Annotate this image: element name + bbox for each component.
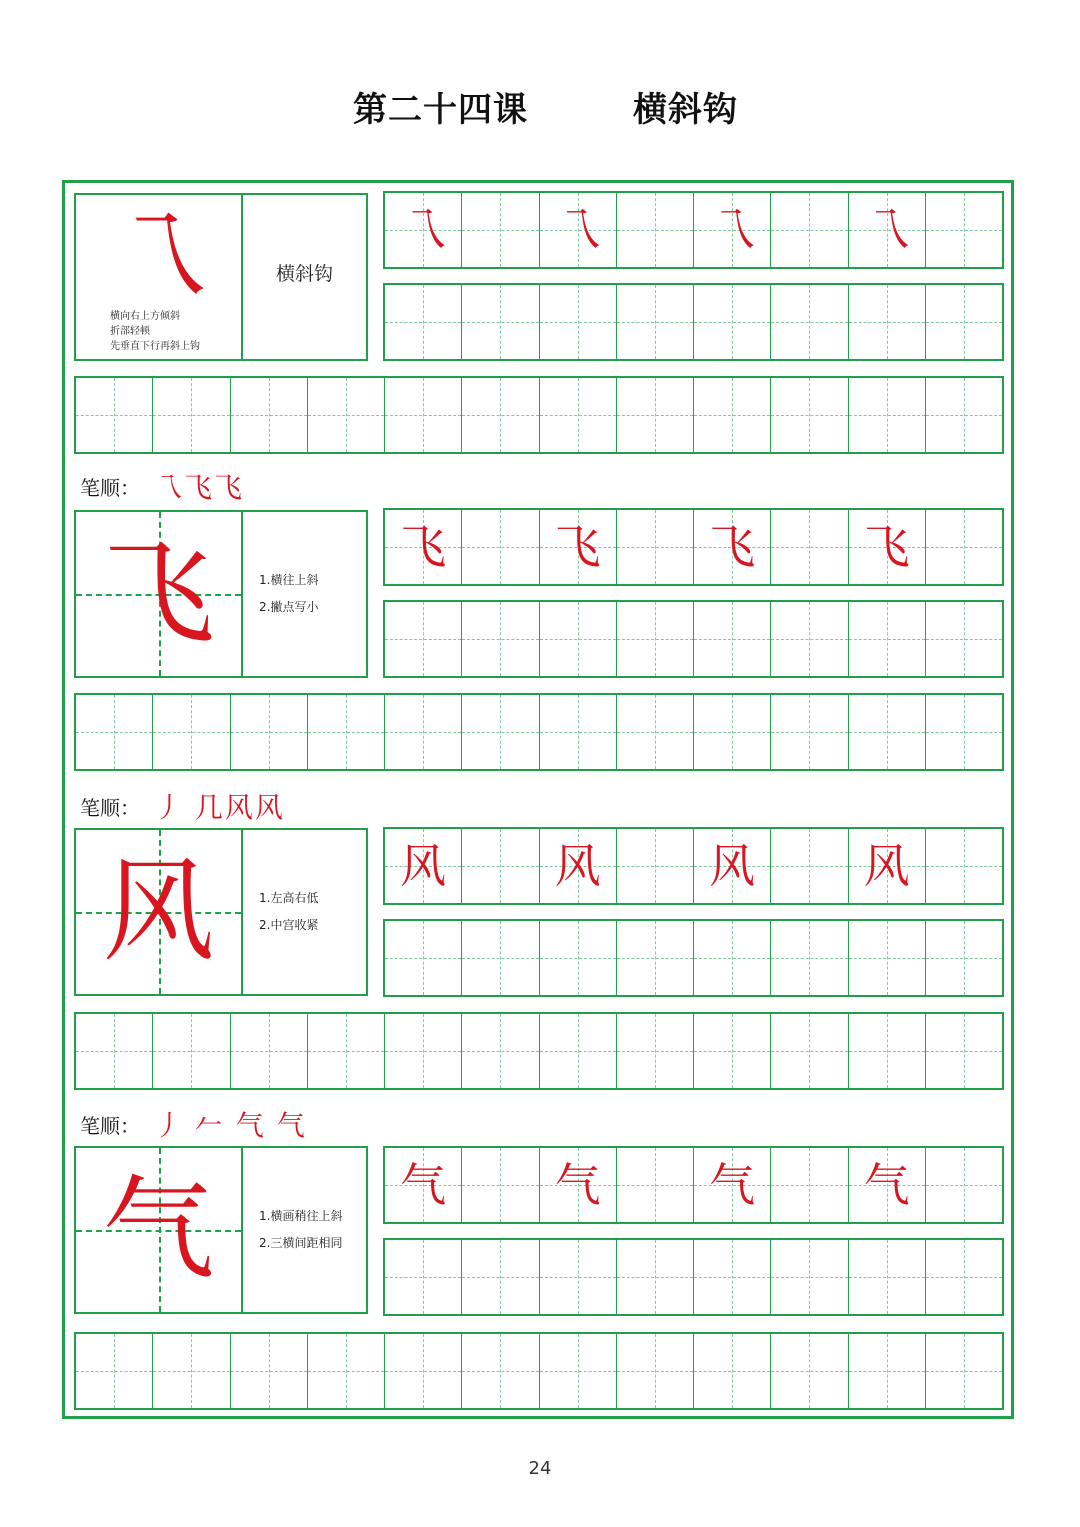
practice-cell[interactable] bbox=[617, 921, 694, 995]
practice-cell[interactable] bbox=[771, 1014, 848, 1088]
practice-cell[interactable] bbox=[462, 510, 539, 584]
practice-cell[interactable] bbox=[694, 1014, 771, 1088]
practice-cell[interactable] bbox=[771, 285, 848, 359]
practice-cell[interactable] bbox=[617, 378, 694, 452]
practice-cell[interactable] bbox=[231, 1014, 308, 1088]
practice-cell[interactable] bbox=[540, 695, 617, 769]
practice-cell[interactable] bbox=[926, 695, 1002, 769]
practice-cell[interactable] bbox=[617, 829, 694, 903]
practice-cell[interactable] bbox=[76, 1014, 153, 1088]
practice-cell[interactable] bbox=[153, 695, 230, 769]
page-header bbox=[0, 82, 1080, 132]
practice-cell[interactable] bbox=[153, 1014, 230, 1088]
full-practice-row bbox=[74, 1332, 1004, 1410]
practice-cell[interactable] bbox=[462, 921, 539, 995]
practice-cell[interactable] bbox=[462, 378, 539, 452]
practice-cell[interactable] bbox=[462, 193, 539, 267]
practice-cell[interactable] bbox=[462, 1334, 539, 1408]
practice-cell[interactable] bbox=[385, 1014, 462, 1088]
practice-cell[interactable] bbox=[385, 1334, 462, 1408]
practice-cell[interactable] bbox=[540, 285, 617, 359]
trace-cell[interactable]: 气 bbox=[694, 1148, 771, 1222]
practice-cell[interactable] bbox=[462, 602, 539, 676]
practice-cell[interactable] bbox=[771, 829, 848, 903]
practice-cell[interactable] bbox=[617, 1148, 694, 1222]
full-practice-row bbox=[74, 1012, 1004, 1090]
trace-row bbox=[383, 1146, 1004, 1224]
intro-label-box bbox=[241, 193, 368, 361]
practice-cell[interactable] bbox=[462, 1240, 539, 1314]
practice-cell[interactable] bbox=[849, 602, 926, 676]
stroke-notes bbox=[110, 309, 200, 354]
practice-cell[interactable] bbox=[385, 921, 462, 995]
practice-row bbox=[383, 600, 1004, 678]
practice-cell[interactable] bbox=[926, 193, 1002, 267]
practice-cell[interactable] bbox=[694, 602, 771, 676]
practice-cell[interactable] bbox=[308, 1334, 385, 1408]
writing-tips bbox=[259, 830, 318, 994]
stroke-order-row bbox=[80, 466, 244, 506]
practice-cell[interactable] bbox=[694, 695, 771, 769]
char-tips-box bbox=[241, 510, 368, 678]
practice-cell[interactable] bbox=[385, 1240, 462, 1314]
char-demo-box bbox=[74, 510, 243, 678]
practice-cell[interactable] bbox=[926, 921, 1002, 995]
practice-cell[interactable] bbox=[771, 193, 848, 267]
page-number: 24 bbox=[528, 1458, 552, 1479]
practice-cell[interactable] bbox=[849, 695, 926, 769]
trace-cell[interactable]: 风 bbox=[694, 829, 771, 903]
practice-cell[interactable] bbox=[617, 1334, 694, 1408]
trace-cell[interactable]: 乁 bbox=[849, 193, 926, 267]
practice-cell[interactable] bbox=[771, 1148, 848, 1222]
practice-cell[interactable] bbox=[926, 285, 1002, 359]
practice-cell[interactable] bbox=[385, 602, 462, 676]
practice-cell[interactable] bbox=[771, 378, 848, 452]
practice-cell[interactable] bbox=[926, 378, 1002, 452]
trace-row bbox=[383, 191, 1004, 269]
practice-cell[interactable] bbox=[231, 695, 308, 769]
practice-cell[interactable] bbox=[540, 378, 617, 452]
writing-tip: 1.横画稍往上斜 bbox=[259, 1209, 343, 1223]
practice-cell[interactable] bbox=[617, 1014, 694, 1088]
char-demo-glyph: 风 bbox=[102, 847, 215, 977]
practice-cell[interactable] bbox=[771, 510, 848, 584]
trace-cell[interactable]: 风 bbox=[540, 829, 617, 903]
practice-cell[interactable] bbox=[926, 1240, 1002, 1314]
full-practice-row bbox=[74, 693, 1004, 771]
practice-cell[interactable] bbox=[849, 285, 926, 359]
practice-cell[interactable] bbox=[926, 1148, 1002, 1222]
char-demo-glyph: 飞 bbox=[102, 529, 215, 659]
stroke-order-sequence: 乁飞飞 bbox=[154, 471, 245, 504]
practice-cell[interactable] bbox=[617, 285, 694, 359]
stroke-order-row bbox=[80, 1104, 307, 1144]
char-demo-box bbox=[74, 1146, 243, 1314]
practice-cell[interactable] bbox=[771, 1240, 848, 1314]
trace-cell[interactable]: 风 bbox=[385, 829, 462, 903]
practice-cell[interactable] bbox=[385, 695, 462, 769]
practice-row bbox=[383, 1238, 1004, 1316]
practice-cell[interactable] bbox=[849, 1014, 926, 1088]
practice-cell[interactable] bbox=[617, 510, 694, 584]
stroke-note: 横向右上方倾斜 bbox=[110, 311, 180, 322]
practice-cell[interactable] bbox=[771, 602, 848, 676]
practice-cell[interactable] bbox=[849, 1240, 926, 1314]
practice-cell[interactable] bbox=[849, 1334, 926, 1408]
practice-cell[interactable] bbox=[694, 285, 771, 359]
trace-cell[interactable]: 乁 bbox=[540, 193, 617, 267]
writing-tip: 1.横往上斜 bbox=[259, 573, 319, 587]
intro-demo-box bbox=[74, 193, 243, 361]
stroke-order-label: 笔顺： bbox=[80, 795, 140, 820]
practice-cell[interactable] bbox=[926, 510, 1002, 584]
practice-cell[interactable] bbox=[540, 1240, 617, 1314]
writing-tip: 2.三横间距相同 bbox=[259, 1236, 343, 1250]
trace-cell[interactable]: 气 bbox=[385, 1148, 462, 1222]
trace-row bbox=[383, 508, 1004, 586]
practice-cell[interactable] bbox=[153, 378, 230, 452]
practice-cell[interactable] bbox=[926, 1014, 1002, 1088]
practice-cell[interactable] bbox=[76, 1334, 153, 1408]
practice-cell[interactable] bbox=[231, 1334, 308, 1408]
stroke-order-label: 笔顺： bbox=[80, 1113, 140, 1138]
trace-cell[interactable]: 飞 bbox=[540, 510, 617, 584]
practice-cell[interactable] bbox=[462, 285, 539, 359]
practice-cell[interactable] bbox=[308, 378, 385, 452]
trace-cell[interactable]: 飞 bbox=[849, 510, 926, 584]
stroke-order-row bbox=[80, 786, 285, 826]
practice-cell[interactable] bbox=[308, 1014, 385, 1088]
practice-cell[interactable] bbox=[849, 921, 926, 995]
practice-cell[interactable] bbox=[771, 1334, 848, 1408]
practice-cell[interactable] bbox=[462, 1014, 539, 1088]
char-tips-box bbox=[241, 1146, 368, 1314]
practice-cell[interactable] bbox=[540, 921, 617, 995]
char-demo-glyph: 气 bbox=[102, 1165, 215, 1295]
practice-cell[interactable] bbox=[462, 695, 539, 769]
practice-cell[interactable] bbox=[694, 1334, 771, 1408]
practice-cell[interactable] bbox=[617, 1240, 694, 1314]
practice-cell[interactable] bbox=[617, 602, 694, 676]
trace-row bbox=[383, 827, 1004, 905]
stroke-note: 先垂直下行再斜上钩 bbox=[110, 341, 200, 352]
practice-cell[interactable] bbox=[771, 695, 848, 769]
char-demo-box bbox=[74, 828, 243, 996]
lesson-title: 第二十四课 bbox=[353, 90, 528, 130]
practice-cell[interactable] bbox=[308, 695, 385, 769]
practice-cell[interactable] bbox=[926, 829, 1002, 903]
stroke-label: 横斜钩 bbox=[275, 262, 333, 285]
practice-cell[interactable] bbox=[385, 285, 462, 359]
practice-cell[interactable] bbox=[462, 829, 539, 903]
practice-cell[interactable] bbox=[926, 1334, 1002, 1408]
trace-cell[interactable]: 飞 bbox=[694, 510, 771, 584]
trace-cell[interactable]: 气 bbox=[849, 1148, 926, 1222]
trace-cell[interactable]: 飞 bbox=[385, 510, 462, 584]
practice-cell[interactable] bbox=[694, 921, 771, 995]
practice-cell[interactable] bbox=[153, 1334, 230, 1408]
writing-tip: 2.中宫收紧 bbox=[259, 918, 319, 932]
practice-cell[interactable] bbox=[76, 695, 153, 769]
practice-cell[interactable] bbox=[540, 602, 617, 676]
practice-cell[interactable] bbox=[926, 602, 1002, 676]
trace-cell[interactable]: 乁 bbox=[385, 193, 462, 267]
stroke-title: 横斜钩 bbox=[633, 90, 738, 130]
stroke-note: 折部轻顿 bbox=[110, 326, 150, 337]
stroke-order-sequence: 丿 𠂉 气 气 bbox=[154, 1109, 307, 1142]
writing-tip: 1.左高右低 bbox=[259, 891, 319, 905]
practice-cell[interactable] bbox=[617, 695, 694, 769]
practice-cell[interactable] bbox=[540, 1334, 617, 1408]
practice-cell[interactable] bbox=[385, 378, 462, 452]
practice-cell[interactable] bbox=[76, 378, 153, 452]
stroke-order-sequence: 丿 几风风 bbox=[154, 791, 285, 824]
practice-cell[interactable] bbox=[617, 193, 694, 267]
stroke-order-label: 笔顺： bbox=[80, 475, 140, 500]
trace-cell[interactable]: 乁 bbox=[694, 193, 771, 267]
practice-row bbox=[383, 283, 1004, 361]
practice-row bbox=[383, 919, 1004, 997]
writing-tips bbox=[259, 512, 318, 676]
practice-cell[interactable] bbox=[462, 1148, 539, 1222]
practice-cell[interactable] bbox=[231, 378, 308, 452]
trace-cell[interactable]: 风 bbox=[849, 829, 926, 903]
writing-tips bbox=[259, 1148, 342, 1312]
practice-cell[interactable] bbox=[694, 378, 771, 452]
practice-cell[interactable] bbox=[771, 921, 848, 995]
writing-tip: 2.撇点写小 bbox=[259, 600, 319, 614]
full-practice-row bbox=[74, 376, 1004, 454]
char-tips-box bbox=[241, 828, 368, 996]
trace-cell[interactable]: 气 bbox=[540, 1148, 617, 1222]
practice-cell[interactable] bbox=[694, 1240, 771, 1314]
practice-cell[interactable] bbox=[849, 378, 926, 452]
stroke-demo-glyph: 乁 bbox=[110, 201, 207, 313]
practice-cell[interactable] bbox=[540, 1014, 617, 1088]
